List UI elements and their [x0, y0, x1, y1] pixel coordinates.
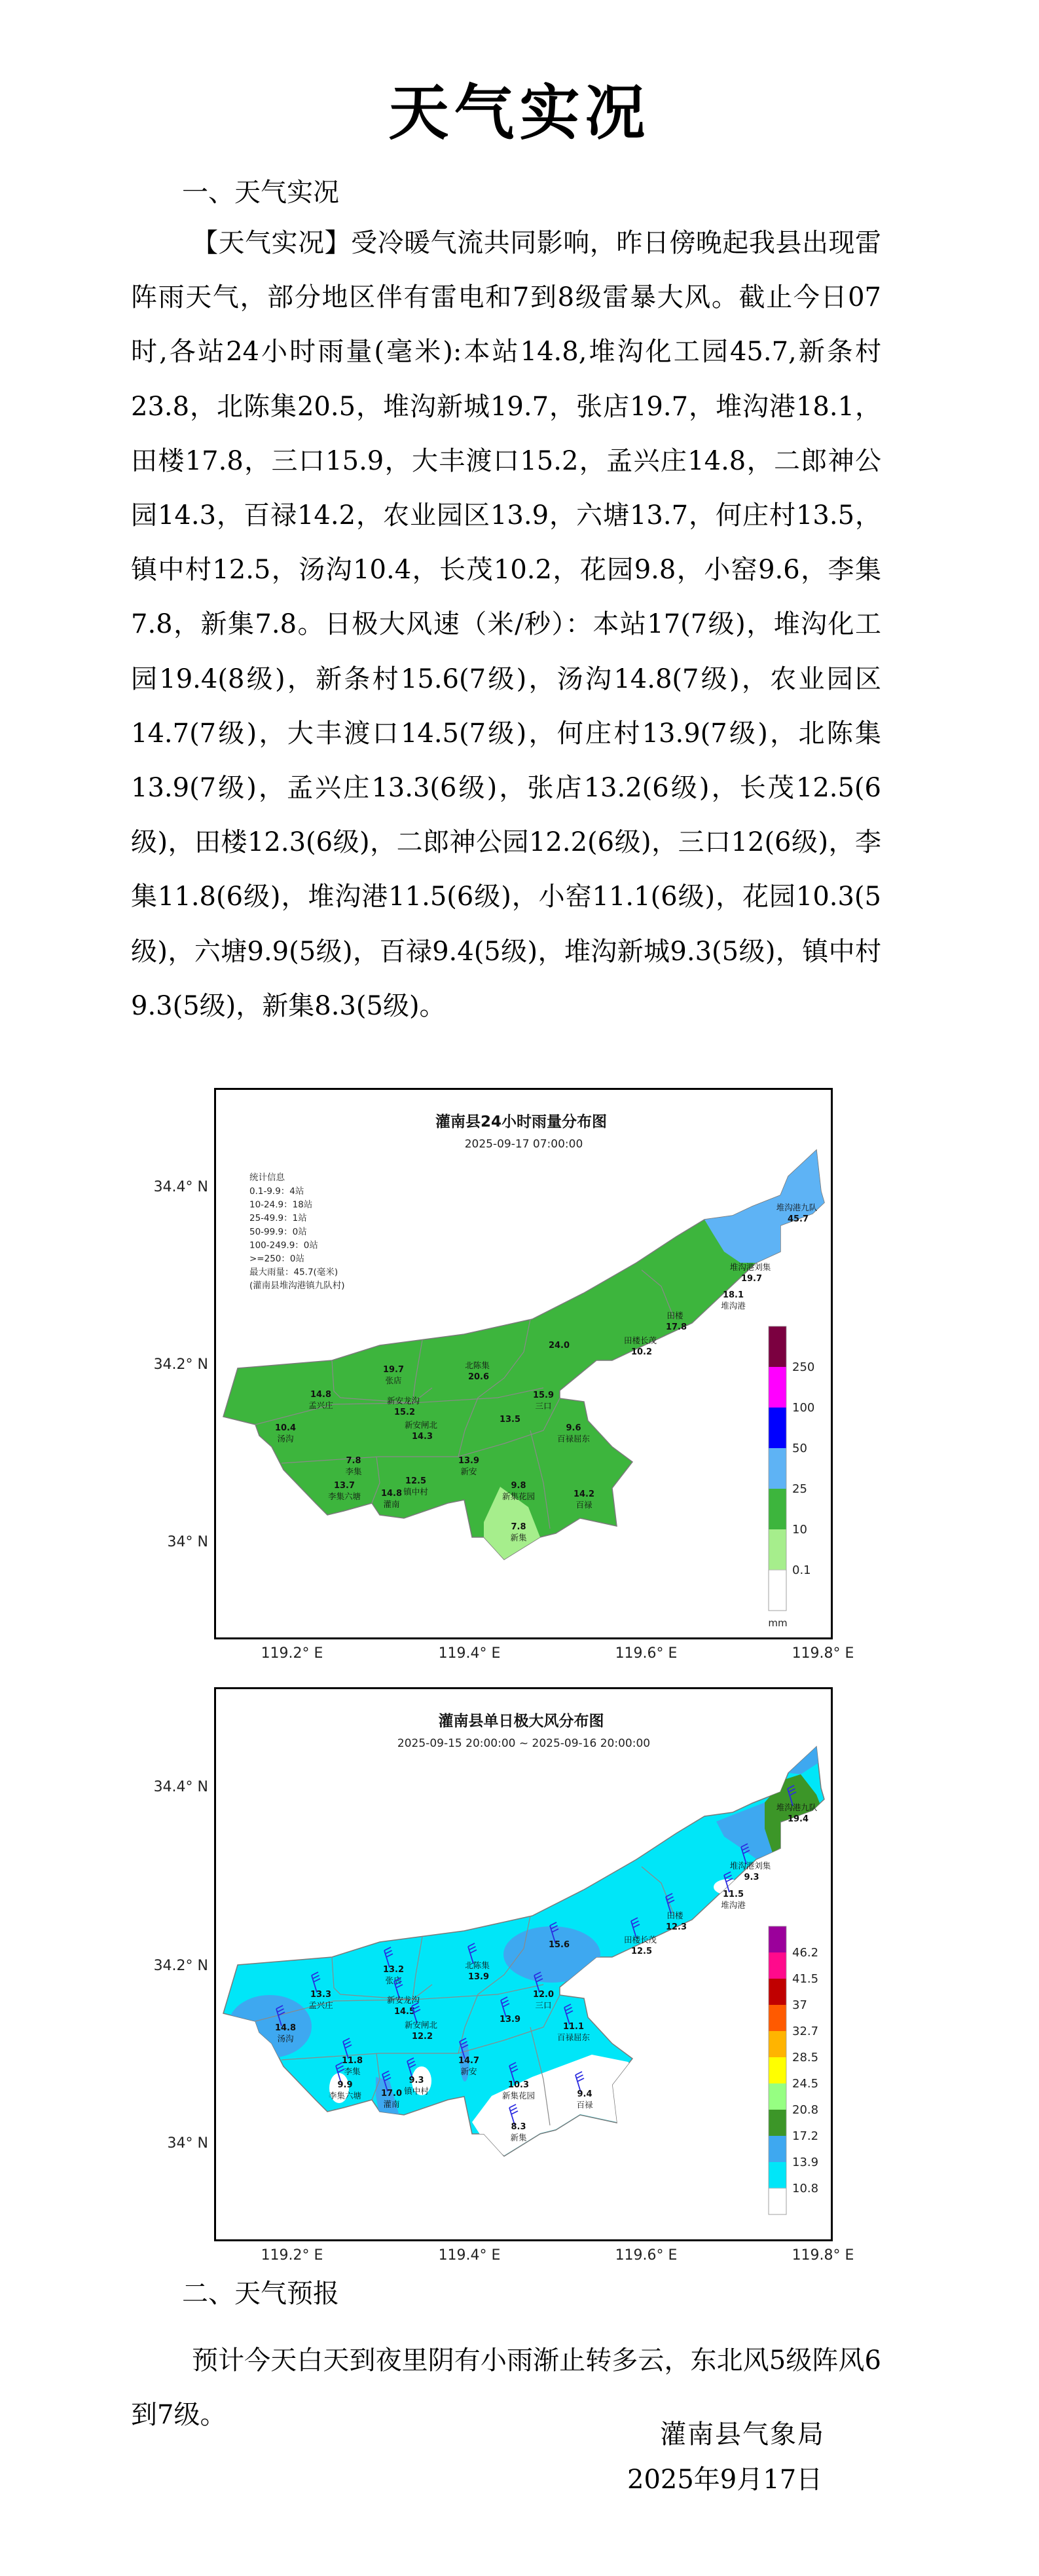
station-label	[308, 1972, 333, 2010]
station-label	[549, 1922, 570, 1950]
svg-text:堆沟港刘集: 堆沟港刘集	[729, 1861, 771, 1871]
svg-text:>=250：0站: >=250：0站	[249, 1254, 304, 1264]
svg-text:17.8: 17.8	[665, 1322, 687, 1332]
svg-text:张店: 张店	[385, 1975, 402, 1985]
svg-text:百禄: 百禄	[576, 2100, 593, 2110]
svg-text:10.2: 10.2	[630, 1347, 653, 1357]
svg-text:百禄: 百禄	[575, 1500, 592, 1510]
svg-text:13.5: 13.5	[499, 1415, 521, 1425]
svg-text:北陈集: 北陈集	[465, 1960, 490, 1970]
lon-label-119-6: 119.6° E	[615, 2247, 678, 2264]
svg-text:13.2: 13.2	[382, 1965, 405, 1975]
station-labels	[275, 1203, 818, 1542]
svg-text:12.2: 12.2	[411, 2032, 433, 2042]
station-label	[557, 1423, 591, 1444]
svg-text:9.8: 9.8	[511, 1481, 526, 1491]
svg-text:10.3: 10.3	[507, 2080, 530, 2090]
station-label	[345, 1456, 362, 1476]
map-subtitle: 2025-09-15 20:00:00 ~ 2025-09-16 20:00:00	[397, 1737, 651, 1750]
forecast-paragraph: 预计今天白天到夜里阴有小雨渐止转多云，东北风5级阵风6到7级。	[131, 2345, 881, 2431]
signature-org: 灌南县气象局	[660, 2419, 825, 2450]
svg-text:50-99.9：0站: 50-99.9：0站	[249, 1226, 307, 1237]
svg-text:统计信息: 统计信息	[249, 1172, 285, 1183]
svg-text:14.8: 14.8	[274, 2023, 297, 2033]
lon-label-119-2: 119.2° E	[261, 1645, 323, 1662]
svg-text:9.3: 9.3	[409, 2076, 424, 2085]
svg-text:8.3: 8.3	[511, 2122, 526, 2132]
signature-date: 2025年9月17日	[627, 2465, 823, 2495]
lat-label-34-2: 34.2° N	[153, 1356, 208, 1373]
station-label	[557, 2004, 591, 2042]
svg-text:12.3: 12.3	[665, 1922, 687, 1932]
station-label	[465, 1360, 490, 1382]
station-label	[275, 2006, 296, 2044]
station-label	[624, 1335, 657, 1357]
map-subtitle: 2025-09-17 07:00:00	[464, 1138, 583, 1151]
svg-text:堆沟港: 堆沟港	[721, 1900, 746, 1910]
svg-text:新安: 新安	[460, 2066, 477, 2076]
svg-text:李集六塘: 李集六塘	[328, 2091, 362, 2100]
station-label	[730, 1844, 771, 1882]
station-label	[721, 1872, 746, 1910]
svg-text:三口: 三口	[535, 2000, 552, 2010]
svg-text:12.5: 12.5	[630, 1947, 653, 1956]
svg-text:25-49.9：1站: 25-49.9：1站	[249, 1213, 307, 1224]
svg-text:9.3: 9.3	[744, 1873, 759, 1882]
svg-text:14.8: 14.8	[380, 1489, 403, 1499]
lon-label-119-4: 119.4° E	[438, 1645, 501, 1662]
svg-text:28.5: 28.5	[792, 2051, 819, 2064]
svg-text:汤沟: 汤沟	[277, 2034, 294, 2044]
svg-text:37: 37	[792, 1998, 807, 2012]
station-label	[666, 1311, 687, 1332]
map-title: 灌南县单日极大风分布图	[438, 1713, 604, 1730]
svg-text:13.9: 13.9	[499, 2015, 521, 2025]
svg-text:7.8: 7.8	[511, 1522, 526, 1532]
station-label	[730, 1262, 771, 1284]
svg-text:13.9: 13.9	[792, 2156, 819, 2169]
svg-text:24.0: 24.0	[548, 1341, 570, 1351]
station-label	[458, 2038, 479, 2076]
station-label	[458, 1456, 479, 1476]
station-label	[776, 1203, 818, 1224]
station-label	[342, 2038, 363, 2076]
svg-text:32.7: 32.7	[792, 2025, 819, 2038]
svg-text:12.0: 12.0	[532, 1990, 555, 2000]
svg-text:10-24.9：18站: 10-24.9：18站	[249, 1199, 313, 1210]
observation-paragraph: 【天气实况】受冷暖气流共同影响，昨日傍晚起我县出现雷阵雨天气，部分地区伴有雷电和7到8级雷暴大风。截止今日07时,各站24小时雨量(毫米):本站14.8,堆沟化工园45.7,新条村23.8，北陈集20.5，堆沟新城19.7，张店19.7，堆沟港18.1，田楼17.8，三口15.9，大丰渡口15.2，孟兴庄14.8，二郎神公园14.3，百禄14.2，农业园区13.9，六塘13.7，何庄村13.5，镇中村12.5，汤沟10.4，长茂10.2，花园9.8，小窑9.6，李集7.8，新集7.8。日极大风速（米/秒）：本站17(7级)，堆沟化工园19.4(8级)，新条村15.6(7级)，汤沟14.8(7级)，农业园区14.7(7级)，大丰渡口14.5(7级)，何庄村13.9(7级)，北陈集13.9(7级)，孟兴庄13.3(6级)，张店13.2(6级)，长茂12.5(6级)，田楼12.3(6级)，二郎神公园12.2(6级)，三口12(6级)，李集11.8(6级)，堆沟港11.5(6级)，小窑11.1(6级)，花园10.3(5级)，六塘9.9(5级)，百禄9.4(5级)，堆沟新城9.3(5级)，镇中村9.3(5级)，新集8.3(5级)。	[131, 228, 881, 1021]
svg-text:李集: 李集	[344, 2066, 361, 2076]
svg-text:新安闸北: 新安闸北	[404, 2020, 438, 2030]
svg-text:田楼: 田楼	[666, 1911, 684, 1920]
station-label	[500, 1415, 520, 1425]
axis-ticks	[216, 1787, 824, 2239]
svg-text:7.8: 7.8	[346, 1456, 361, 1466]
station-label	[465, 1943, 490, 1982]
svg-text:堆沟港: 堆沟港	[721, 1301, 746, 1311]
station-label	[721, 1290, 746, 1311]
svg-text:10: 10	[792, 1523, 807, 1537]
station-label	[403, 1476, 428, 1497]
svg-text:mm: mm	[768, 1617, 788, 1629]
station-label	[502, 2063, 535, 2100]
svg-text:堆沟港九队: 堆沟港九队	[776, 1203, 818, 1212]
svg-text:堆沟港刘集: 堆沟港刘集	[729, 1262, 771, 1272]
svg-text:0.1: 0.1	[792, 1563, 811, 1577]
station-label	[533, 1391, 554, 1411]
station-label	[533, 1972, 554, 2010]
svg-text:最大雨量：45.7(毫米): 最大雨量：45.7(毫米)	[249, 1267, 338, 1278]
svg-text:14.3: 14.3	[411, 1432, 433, 1442]
svg-text:三口: 三口	[535, 1401, 552, 1411]
section-heading-forecast: 二、天气预报	[182, 2279, 339, 2309]
svg-text:灌南: 灌南	[383, 1499, 400, 1509]
svg-text:新安龙沟: 新安龙沟	[386, 1396, 420, 1406]
svg-text:9.9: 9.9	[337, 2080, 353, 2090]
svg-text:李集六塘: 李集六塘	[327, 1491, 361, 1501]
svg-text:孟兴庄: 孟兴庄	[308, 1400, 333, 1410]
page-title: 天气实况	[388, 78, 651, 148]
svg-text:(灌南县堆沟港镇九队村): (灌南县堆沟港镇九队村)	[249, 1280, 345, 1292]
svg-text:田楼: 田楼	[666, 1311, 684, 1320]
svg-text:新集花园: 新集花园	[501, 1491, 536, 1501]
svg-text:18.1: 18.1	[722, 1290, 744, 1300]
svg-text:12.5: 12.5	[405, 1476, 427, 1486]
svg-text:10.8: 10.8	[792, 2182, 819, 2195]
svg-text:25: 25	[792, 1482, 807, 1496]
svg-text:24.5: 24.5	[792, 2077, 819, 2091]
station-label	[405, 1420, 438, 1442]
station-label	[575, 2072, 593, 2110]
station-label	[383, 1947, 404, 1985]
svg-text:北陈集: 北陈集	[465, 1360, 490, 1370]
rainfall-map-overlay	[216, 1090, 831, 1637]
svg-text:李集: 李集	[345, 1466, 362, 1476]
svg-text:11.8: 11.8	[341, 2056, 363, 2066]
svg-text:14.5: 14.5	[393, 2007, 416, 2017]
svg-text:19.7: 19.7	[382, 1365, 405, 1375]
svg-text:镇中村: 镇中村	[403, 1487, 428, 1497]
svg-text:17.0: 17.0	[380, 2089, 403, 2099]
svg-text:41.5: 41.5	[792, 1972, 819, 1986]
station-label	[328, 1481, 361, 1501]
wind-map-overlay	[216, 1689, 831, 2239]
svg-text:田楼长茂: 田楼长茂	[623, 1935, 657, 1945]
svg-text:新安闸北: 新安闸北	[404, 1420, 438, 1430]
svg-text:17.2: 17.2	[792, 2129, 819, 2143]
station-label	[574, 1489, 594, 1510]
station-label	[383, 1365, 404, 1385]
svg-text:汤沟: 汤沟	[277, 1434, 294, 1444]
map-title: 灌南县24小时雨量分布图	[435, 1113, 608, 1130]
svg-text:50: 50	[792, 1442, 807, 1455]
svg-text:张店: 张店	[385, 1375, 402, 1385]
color-legend	[768, 1326, 814, 1629]
svg-text:0.1-9.9：4站: 0.1-9.9：4站	[249, 1186, 304, 1197]
svg-text:20.6: 20.6	[467, 1372, 490, 1382]
lat-label-34-0: 34° N	[167, 1534, 208, 1550]
svg-text:百禄屈东: 百禄屈东	[556, 1434, 591, 1444]
svg-text:新安龙沟: 新安龙沟	[386, 1995, 420, 2005]
station-labels	[275, 1785, 818, 2142]
svg-text:新集: 新集	[510, 2133, 527, 2142]
svg-text:新集花园: 新集花园	[501, 2091, 536, 2100]
svg-text:11.5: 11.5	[722, 1890, 744, 1899]
svg-text:20.8: 20.8	[792, 2103, 819, 2117]
svg-text:45.7: 45.7	[787, 1214, 809, 1224]
svg-text:新集: 新集	[510, 1533, 527, 1542]
lat-label-34-2: 34.2° N	[153, 1958, 208, 1974]
svg-text:孟兴庄: 孟兴庄	[308, 2000, 333, 2010]
lon-label-119-4: 119.4° E	[438, 2247, 501, 2264]
svg-text:15.9: 15.9	[532, 1391, 555, 1400]
station-label	[275, 1423, 296, 1444]
svg-text:灌南: 灌南	[383, 2099, 400, 2109]
svg-text:9.4: 9.4	[577, 2089, 592, 2099]
svg-text:新安: 新安	[460, 1466, 477, 1476]
axis-ticks	[216, 1187, 824, 1637]
station-label	[509, 2104, 527, 2142]
station-label	[381, 2071, 402, 2109]
lat-label-34-0: 34° N	[167, 2135, 208, 2152]
station-label	[776, 1785, 818, 1824]
svg-text:15.2: 15.2	[393, 1408, 416, 1417]
station-label	[500, 1997, 520, 2025]
wind-map	[214, 1687, 833, 2241]
svg-text:250: 250	[792, 1360, 815, 1374]
lon-label-119-8: 119.8° E	[792, 2247, 854, 2264]
station-label	[510, 1522, 527, 1542]
lon-label-119-8: 119.8° E	[792, 1645, 854, 1662]
svg-text:田楼长茂: 田楼长茂	[623, 1335, 657, 1345]
color-legend	[769, 1926, 818, 2214]
lat-label-34-4: 34.4° N	[153, 1179, 208, 1195]
station-label	[381, 1489, 402, 1509]
lat-label-34-4: 34.4° N	[153, 1779, 208, 1795]
svg-text:13.7: 13.7	[333, 1481, 355, 1491]
lon-label-119-2: 119.2° E	[261, 2247, 323, 2264]
station-label	[666, 1894, 687, 1932]
svg-text:9.6: 9.6	[566, 1423, 581, 1433]
station-label	[549, 1341, 570, 1351]
svg-text:100-249.9：0站: 100-249.9：0站	[249, 1240, 318, 1251]
section-heading-observation: 一、天气实况	[182, 177, 339, 208]
svg-text:19.7: 19.7	[740, 1274, 763, 1284]
svg-text:100: 100	[792, 1401, 815, 1415]
svg-text:15.6: 15.6	[548, 1940, 570, 1950]
svg-text:13.3: 13.3	[310, 1990, 332, 2000]
svg-text:10.4: 10.4	[274, 1423, 297, 1433]
station-label	[502, 1481, 535, 1501]
svg-text:46.2: 46.2	[792, 1946, 819, 1960]
svg-text:镇中村: 镇中村	[404, 2086, 429, 2096]
svg-text:堆沟港九队: 堆沟港九队	[776, 1802, 818, 1812]
station-label	[308, 1390, 333, 1410]
station-label	[404, 2058, 429, 2096]
svg-text:11.1: 11.1	[562, 2022, 585, 2032]
svg-text:19.4: 19.4	[787, 1814, 809, 1824]
stats-block	[249, 1172, 345, 1291]
svg-text:14.7: 14.7	[458, 2056, 480, 2066]
svg-text:14.2: 14.2	[573, 1489, 595, 1499]
rainfall-map	[214, 1088, 833, 1639]
svg-text:百禄屈东: 百禄屈东	[556, 2032, 591, 2042]
svg-text:13.9: 13.9	[458, 1456, 480, 1466]
svg-text:14.8: 14.8	[310, 1390, 332, 1400]
station-label	[387, 1396, 420, 1417]
svg-text:13.9: 13.9	[467, 1972, 490, 1982]
lon-label-119-6: 119.6° E	[615, 1645, 678, 1662]
station-label	[624, 1918, 657, 1956]
